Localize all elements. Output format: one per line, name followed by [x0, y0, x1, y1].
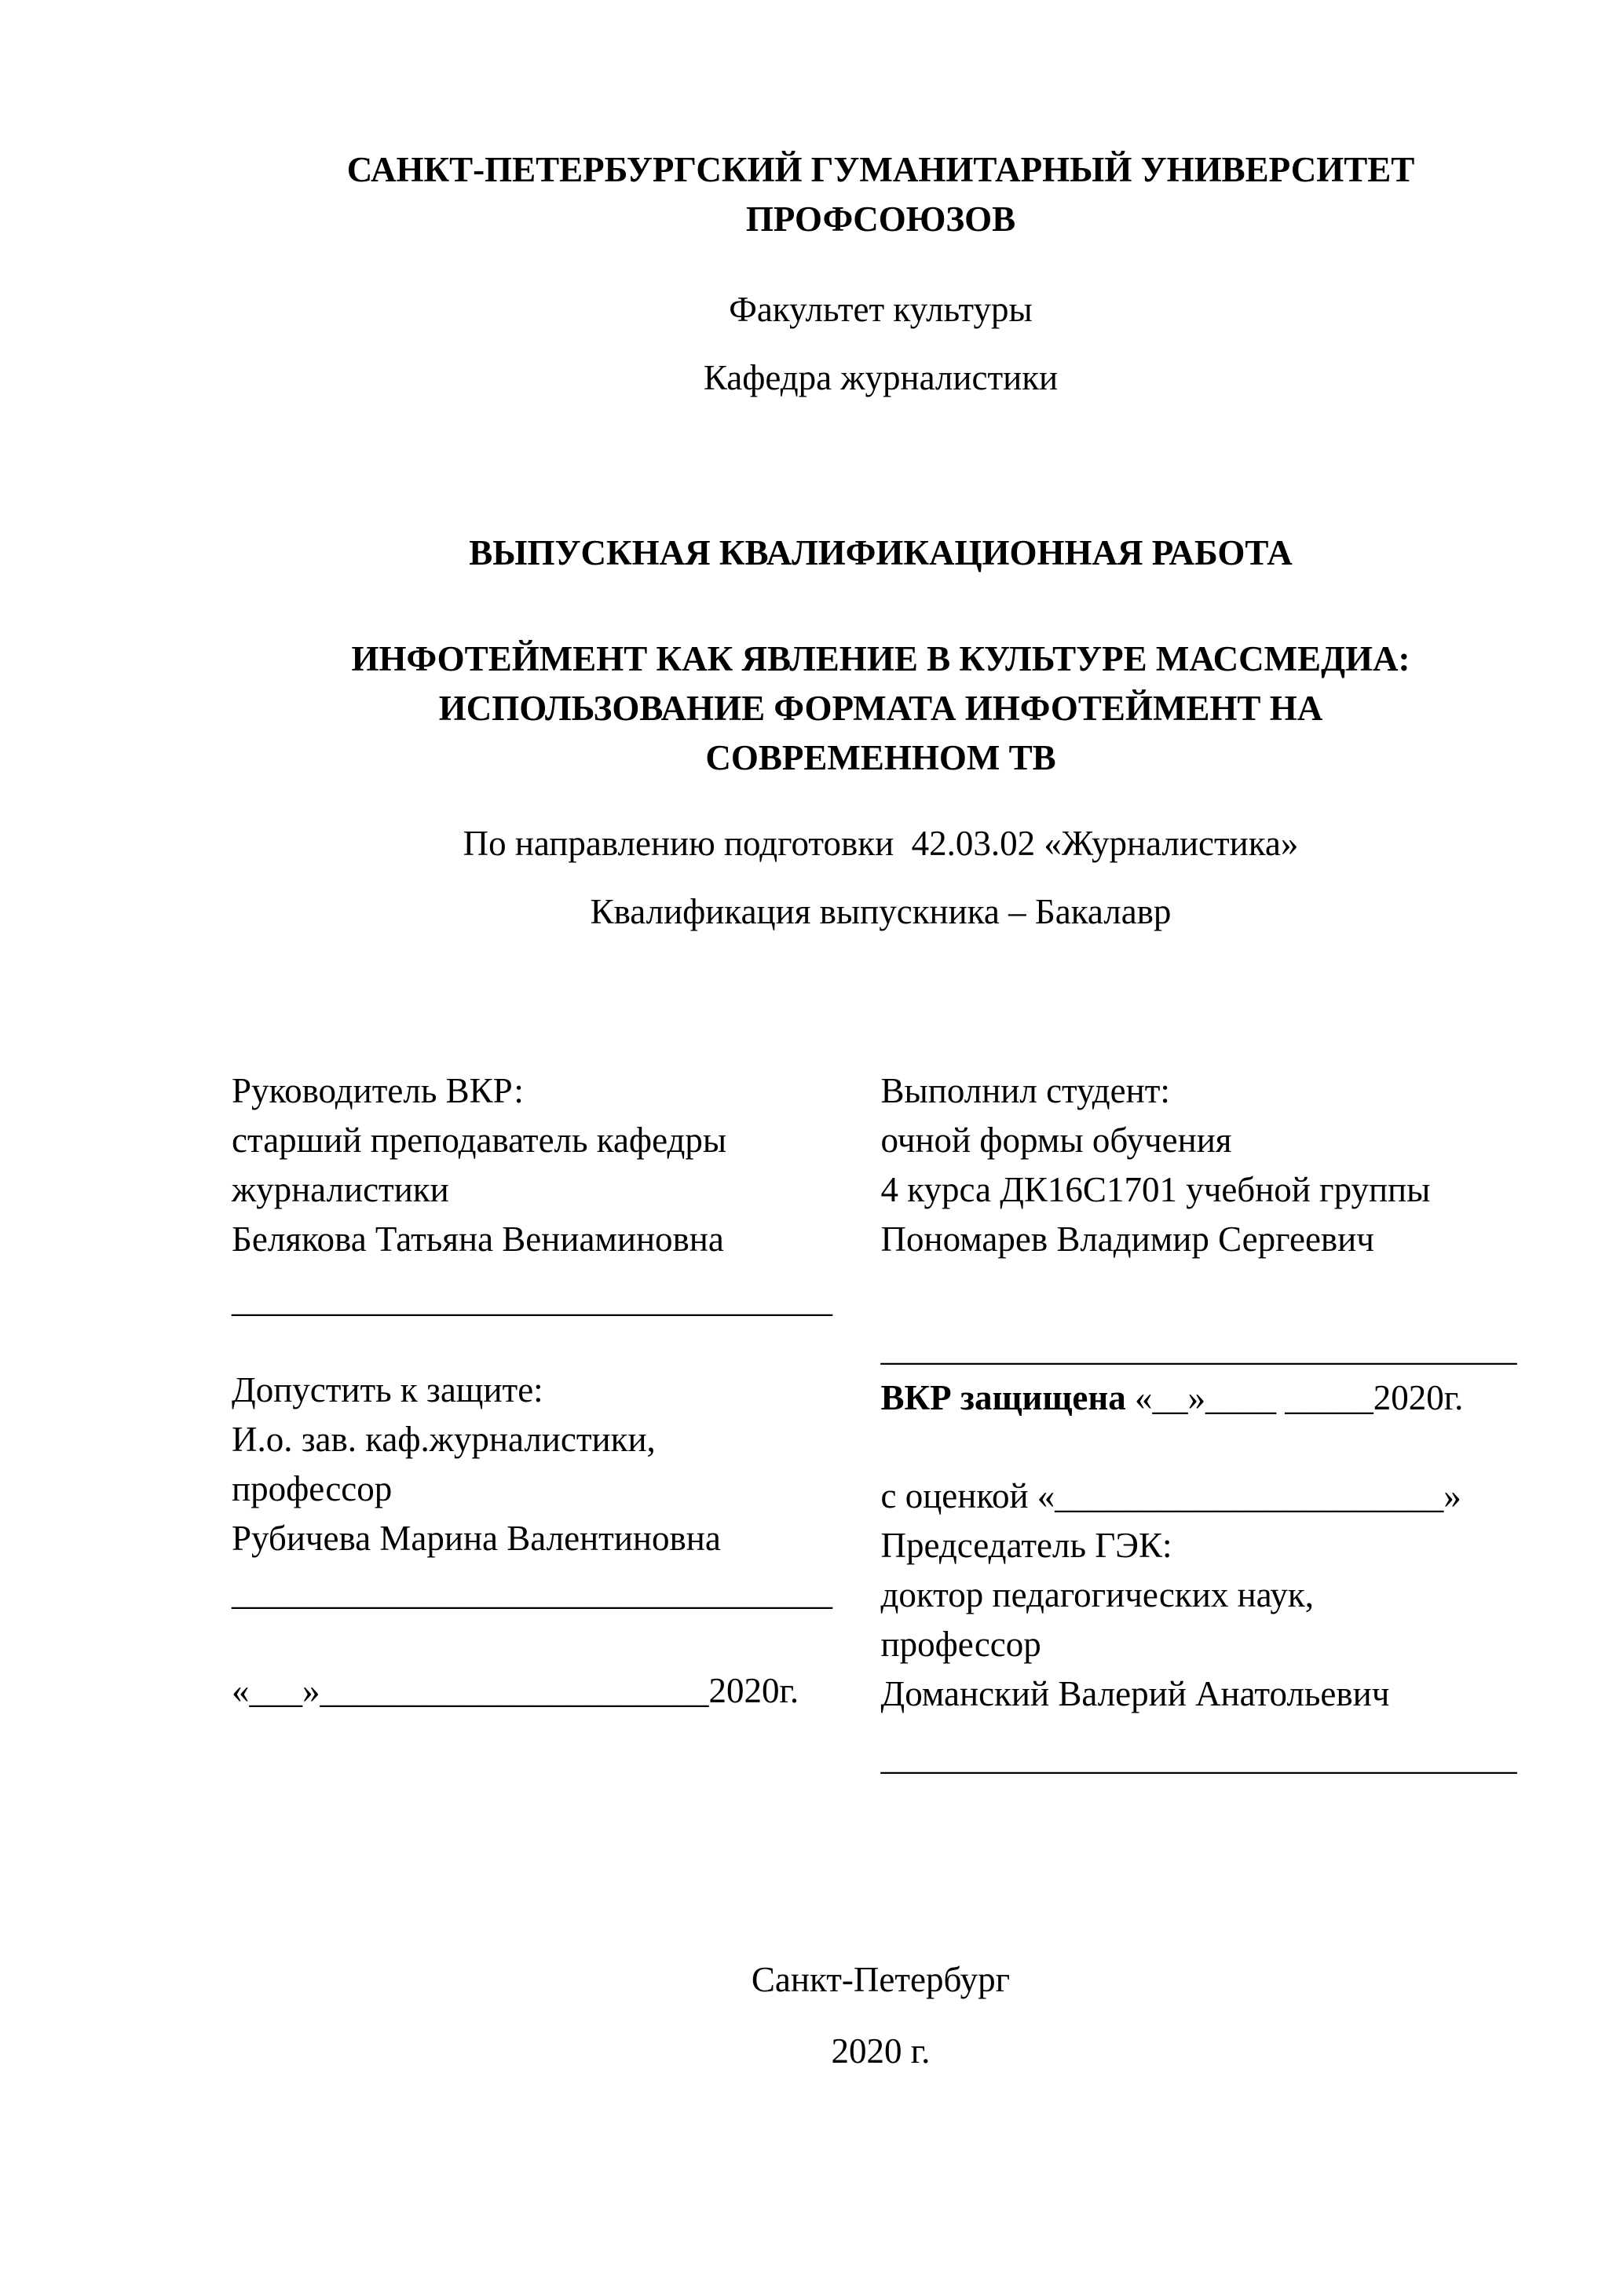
supervisor-position-line-2: журналистики: [232, 1170, 449, 1209]
defense-date-line: [881, 1373, 1531, 1423]
defense-signature-line: ____________________________________: [880, 1329, 1517, 1368]
defense-label: ВКР защищена: [880, 1378, 1126, 1417]
admission-name: Рубичева Марина Валентиновна: [232, 1519, 721, 1558]
chairman-position-line-1: доктор педагогических наук,: [880, 1575, 1314, 1614]
university-name-line-2: ПРОФСОЮЗОВ: [745, 199, 1016, 239]
supervisor-name: Белякова Татьяна Вениаминовна: [232, 1219, 724, 1259]
admission-position-line-1: И.о. зав. каф.журналистики,: [232, 1420, 656, 1459]
signature-section: [232, 1066, 1530, 1782]
thesis-title-line-2: ИСПОЛЬЗОВАНИЕ ФОРМАТА ИНФОТЕЙМЕНТ НА: [438, 689, 1323, 728]
admission-position-line-2: профессор: [232, 1469, 393, 1508]
thesis-title-line-1: ИНФОТЕЙМЕНТ КАК ЯВЛЕНИЕ В КУЛЬТУРЕ МАССМЕДИА:: [351, 639, 1410, 678]
department-name: Кафедра журналистики: [703, 358, 1059, 397]
defense-date-blank: «__»____ _____2020г.: [1125, 1378, 1464, 1417]
student-label: Выполнил студент:: [880, 1071, 1170, 1110]
chairman-signature-line: ____________________________________: [880, 1738, 1517, 1777]
chairman-position-line-2: профессор: [880, 1625, 1041, 1664]
right-column: [881, 1066, 1531, 1782]
faculty-name: Факультет культуры: [729, 290, 1033, 329]
thesis-title-line-3: СОВРЕМЕННОМ ТВ: [705, 738, 1056, 777]
student-name: Пономарев Владимир Сергеевич: [880, 1219, 1374, 1259]
grade-line: с оценкой «______________________»: [880, 1476, 1461, 1515]
year-line: 2020 г.: [831, 2031, 931, 2071]
admission-signature-line: __________________________________: [232, 1573, 832, 1612]
supervisor-position-line-1: старший преподаватель кафедры: [232, 1121, 727, 1160]
qualification-line: Квалификация выпускника – Бакалавр: [590, 892, 1172, 931]
student-info-line-2: 4 курса ДК16С1701 учебной группы: [880, 1170, 1431, 1209]
student-info-line-1: очной формы обучения: [880, 1121, 1232, 1160]
left-column: [232, 1066, 881, 1782]
admission-label: Допустить к защите:: [232, 1370, 543, 1409]
study-direction: По направлению подготовки 42.03.02 «Журналистика»: [463, 824, 1299, 863]
work-type-heading: ВЫПУСКНАЯ КВАЛИФИКАЦИОННАЯ РАБОТА: [469, 533, 1293, 572]
city-line: Санкт-Петербург: [751, 1960, 1011, 1999]
university-name: [232, 145, 1530, 244]
thesis-title: [232, 634, 1530, 783]
supervisor-label: Руководитель ВКР:: [232, 1071, 524, 1110]
university-name-line-1: САНКТ-ПЕТЕРБУРГСКИЙ ГУМАНИТАРНЫЙ УНИВЕРСИТЕТ: [346, 150, 1415, 189]
chairman-name: Доманский Валерий Анатольевич: [880, 1674, 1390, 1713]
supervisor-signature-line: __________________________________: [232, 1280, 832, 1319]
admission-date-line: «___»______________________2020г.: [232, 1671, 799, 1710]
chairman-label: Председатель ГЭК:: [880, 1526, 1172, 1565]
